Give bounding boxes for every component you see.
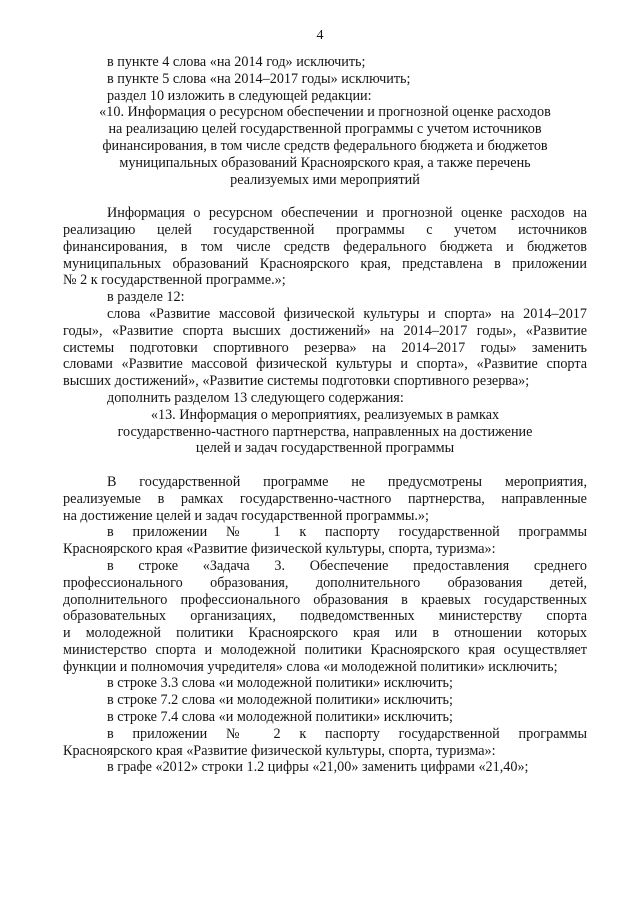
text-line: в приложении № 2 к паспорту государственной программы: [107, 725, 587, 742]
text-line: муниципальных образований Красноярского края, представлена в приложении: [63, 255, 587, 272]
text-line: высших достижений», «Развитие системы подготовки спортивного резерва»;: [63, 373, 530, 390]
text-line: слова «Развитие массовой физической культуры и спорта» на 2014–2017: [107, 305, 587, 322]
text-line: в приложении № 1 к паспорту государственной программы: [107, 524, 587, 541]
text-line: Красноярского края «Развитие физической культуры, спорта, туризма»:: [63, 541, 496, 558]
document-body: [63, 54, 587, 776]
text-line: целей и задач государственной программы: [195, 440, 455, 457]
text-line: «10. Информация о ресурсном обеспечении и прогнозной оценке расходов: [99, 104, 551, 121]
text-line: в строке 7.4 слова «и молодежной политики» исключить;: [107, 709, 453, 726]
text-line: Информация о ресурсном обеспечении и прогнозной оценке расходов на: [107, 205, 587, 222]
text-line: дополнительного профессионального образования в краевых государственных: [63, 591, 587, 608]
text-line: годы», «Развитие спорта высших достижений» на 2014–2017 годы», «Развитие: [63, 322, 587, 339]
text-line: дополнить разделом 13 следующего содержания:: [107, 389, 404, 406]
text-line: образовательных организациях, подведомственных министерству спорта: [63, 608, 587, 625]
text-line: словами «Развитие массовой физической культуры и спорта», «Развитие спорта: [63, 356, 587, 373]
blank-line: [63, 457, 587, 474]
text-line: реализуемые в рамках государственно-частного партнерства, направленные: [63, 490, 587, 507]
text-line: системы подготовки спортивного резерва» на 2014–2017 годы» заменить: [63, 339, 587, 356]
text-line: раздел 10 изложить в следующей редакции:: [107, 87, 372, 104]
text-line: реализацию целей государственной программы с учетом источников: [63, 221, 587, 238]
text-line: в пункте 5 слова «на 2014–2017 годы» исключить;: [107, 70, 411, 87]
text-line: министерство спорта и молодежной политики Красноярского края осуществляет: [63, 641, 587, 658]
text-line: № 2 к государственной программе.»;: [63, 272, 286, 289]
text-line: «13. Информация о мероприятиях, реализуемых в рамках: [150, 406, 500, 423]
text-line: В государственной программе не предусмотрены мероприятия,: [107, 473, 587, 490]
text-line: в строке 3.3 слова «и молодежной политики» исключить;: [107, 675, 453, 692]
text-line: муниципальных образований Красноярского края, а также перечень: [119, 154, 531, 171]
text-line: в графе «2012» строки 1.2 цифры «21,00» заменить цифрами «21,40»;: [107, 759, 529, 776]
text-line: в пункте 4 слова «на 2014 год» исключить;: [107, 54, 366, 70]
text-line: и молодежной политики Красноярского края или в отношении которых: [63, 625, 587, 642]
text-line: в разделе 12:: [107, 289, 185, 306]
text-line: государственно-частного партнерства, направленных на достижение: [117, 423, 533, 440]
text-line: финансирования, в том числе средств федерального бюджета и бюджетов: [102, 137, 548, 154]
text-line: финансирования, в том числе средств федерального бюджета и бюджетов: [63, 238, 587, 255]
text-line: на реализацию целей государственной программы с учетом источников: [108, 121, 542, 138]
text-line: Красноярского края «Развитие физической культуры, спорта, туризма»:: [63, 742, 496, 759]
text-line: на достижение целей и задач государственной программы.»;: [63, 507, 429, 524]
text-line: в строке 7.2 слова «и молодежной политики» исключить;: [107, 692, 453, 709]
text-line: функции и полномочия учредителя» слова «и молодежной политики» исключить;: [63, 658, 558, 675]
blank-line: [63, 188, 587, 205]
text-line: реализуемых ими мероприятий: [230, 171, 420, 188]
page-number: 4: [316, 28, 324, 43]
text-line: в строке «Задача 3. Обеспечение предоставления среднего: [107, 557, 587, 574]
text-line: профессионального образования, дополнительного образования детей,: [63, 574, 587, 591]
